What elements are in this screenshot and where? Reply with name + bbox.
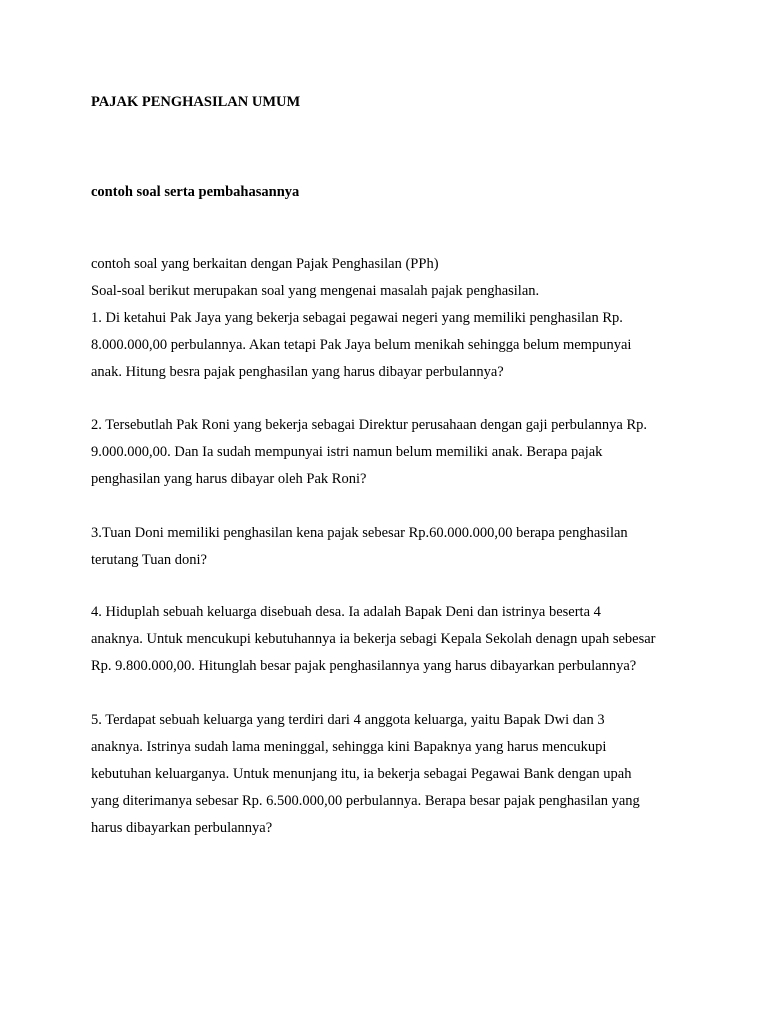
question-1-line: 1. Di ketahui Pak Jaya yang bekerja sebagai pegawai negeri yang memiliki penghasilan Rp. [91, 310, 623, 326]
question-2-line: penghasilan yang harus dibayar oleh Pak Roni? [91, 471, 367, 487]
question-2-line: 9.000.000,00. Dan Ia sudah mempunyai istri namun belum memiliki anak. Berapa pajak [91, 444, 603, 460]
question-1-line: anak. Hitung besra pajak penghasilan yang harus dibayar perbulannya? [91, 364, 504, 380]
question-5-line: yang diterimanya sebesar Rp. 6.500.000,00 perbulannya. Berapa besar pajak penghasilan yang [91, 793, 640, 809]
question-3-line: 3.Tuan Doni memiliki penghasilan kena pajak sebesar Rp.60.000.000,00 berapa penghasilan [91, 525, 628, 541]
intro-line: Soal-soal berikut merupakan soal yang mengenai masalah pajak penghasilan. [91, 283, 540, 299]
document-subtitle: contoh soal serta pembahasannya [91, 184, 300, 200]
question-1-line: 8.000.000,00 perbulannya. Akan tetapi Pak Jaya belum menikah sehingga belum mempunyai [91, 337, 632, 353]
question-3-line: terutang Tuan doni? [91, 552, 207, 568]
question-4-line: 4. Hiduplah sebuah keluarga disebuah desa. Ia adalah Bapak Deni dan istrinya beserta 4 [91, 604, 601, 620]
question-5-line: kebutuhan keluarganya. Untuk menunjang itu, ia bekerja sebagai Pegawai Bank dengan upah [91, 766, 632, 782]
question-4-line: anaknya. Untuk mencukupi kebutuhannya ia bekerja sebagi Kepala Sekolah denagn upah sebesar [91, 631, 656, 647]
intro-line: contoh soal yang berkaitan dengan Pajak Penghasilan (PPh) [91, 256, 439, 272]
question-5-line: 5. Terdapat sebuah keluarga yang terdiri dari 4 anggota keluarga, yaitu Bapak Dwi dan 3 [91, 712, 605, 728]
question-5-line: anaknya. Istrinya sudah lama meninggal, sehingga kini Bapaknya yang harus mencukupi [91, 739, 607, 755]
question-4-line: Rp. 9.800.000,00. Hitunglah besar pajak penghasilannya yang harus dibayarkan perbulannya? [91, 658, 637, 674]
question-2-line: 2. Tersebutlah Pak Roni yang bekerja sebagai Direktur perusahaan dengan gaji perbulannya Rp. [91, 417, 647, 433]
question-5-line: harus dibayarkan perbulannya? [91, 820, 273, 836]
document-title: PAJAK PENGHASILAN UMUM [91, 94, 301, 110]
